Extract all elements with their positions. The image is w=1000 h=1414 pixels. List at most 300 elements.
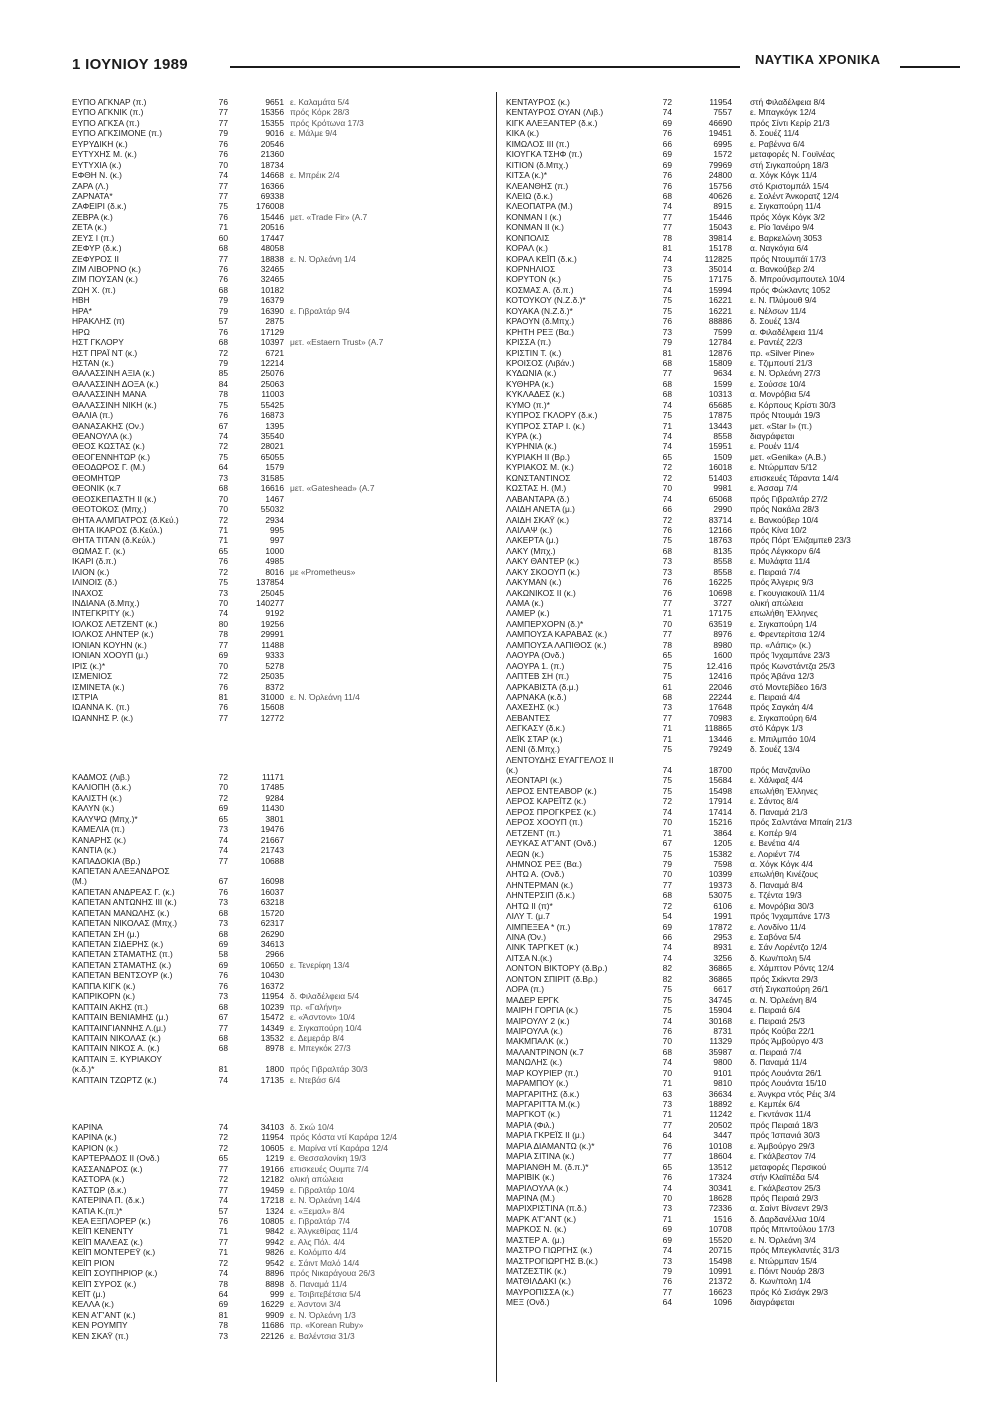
build-year: 77 [662, 598, 672, 608]
ship-status [284, 327, 486, 337]
build-year: 67 [218, 420, 228, 431]
build-year: 77 [662, 368, 672, 379]
ship-row [506, 1068, 928, 1078]
tonnage: 79249 [708, 744, 732, 755]
ship-status: πρός Λέγκκορν 6/4 [750, 545, 821, 556]
ship-row [72, 835, 486, 845]
ship-name: ΛΙΤΣΑ Ν.(κ.) [506, 952, 553, 963]
ship-status: α. Χόγκ Κόγκ 11/4 [750, 170, 817, 181]
ship-row [72, 118, 486, 128]
tonnage: 11954 [261, 991, 284, 1002]
tonnage: 17414 [708, 806, 732, 817]
ship-name: ΘΕΟΔΩΡΟΣ Γ. (Μ.) [72, 462, 146, 473]
ship-status: ε. Τσιβιτεβέτσια 5/4 [290, 1289, 361, 1299]
ship-status: ε. Χάλιφαξ 4/4 [750, 775, 803, 786]
ship-status: ε. Μυλάφτα 11/4 [750, 556, 811, 567]
tonnage: 15472 [260, 1012, 284, 1023]
ship-row [72, 782, 486, 792]
build-year: 78 [218, 389, 228, 400]
ship-status [284, 682, 486, 692]
tonnage: 8931 [713, 942, 732, 953]
ship-row [506, 755, 928, 765]
tonnage: 17218 [260, 1195, 284, 1206]
ship-name: ΚΡΙΣΤΙΝ Τ. (κ.) [506, 347, 562, 358]
ship-row [506, 995, 928, 1005]
ship-status [284, 535, 486, 545]
ship-row [72, 1195, 486, 1205]
ship-name: ΕΥΤΥΧΗΣ Μ. (κ.) [72, 149, 137, 160]
ship-status: α. Μονρόβια 5/4 [750, 389, 811, 400]
ship-row [506, 400, 928, 410]
ship-row [72, 1043, 486, 1053]
ship-row [72, 264, 486, 274]
ship-status: δ. Φιλαδέλφεια 5/4 [290, 991, 360, 1002]
build-year: 81 [662, 243, 672, 254]
ship-status: ε. Χάμπτον Ρόντς 12/4 [750, 963, 835, 974]
tonnage: 19476 [260, 824, 284, 835]
ship-row [72, 400, 486, 410]
ship-name: ΜΑΡΚ Α'Γ'ΑΝΤ (κ.) [506, 1213, 577, 1224]
build-year: 74 [662, 1057, 672, 1068]
ship-status: ε. Ρουέν 11/4 [750, 441, 800, 452]
ship-name: ΛΑΜΠΟΥΣΑ ΚΑΡΑΒΑΣ (κ.) [506, 629, 608, 640]
build-year: 68 [218, 928, 228, 939]
ship-row [506, 880, 928, 890]
ship-status: ε. Σάιντ Μαλό 14/4 [290, 1257, 360, 1268]
ship-row [72, 149, 486, 159]
ship-name: ΚΑΠΡΙΚΟΡΝ (κ.) [72, 991, 136, 1002]
ship-name: ΚΑΠΕΤΑΝ ΒΕΝΤΣΟΥΡ (κ.) [72, 970, 173, 981]
ship-name: ΛΕΡΟΣ ΠΡΟΓΚΡΕΣ (κ.) [506, 806, 596, 817]
ship-status: πρός Κόρκ 28/3 [290, 107, 350, 118]
ship-status: α. Ν. Όρλεάνη 8/4 [750, 994, 817, 1005]
tonnage: 13446 [708, 733, 732, 744]
tonnage: 997 [270, 535, 284, 546]
tonnage: 10239 [260, 1001, 284, 1012]
ship-status: ε. Σούσσε 10/4 [750, 378, 806, 389]
build-year: 72 [218, 1174, 228, 1185]
ship-status: πρός Σαλντάνα Μπαίη 21/3 [750, 817, 852, 828]
build-year: 76 [662, 170, 672, 181]
ship-name: ΗΣΤ ΓΚΛΟΡΥ [72, 337, 124, 348]
ship-name: ΛΙΝΚ ΤΑΡΓΚΕΤ (κ.) [506, 942, 579, 953]
build-year: 84 [218, 378, 228, 389]
tonnage: 8558 [713, 566, 732, 577]
ship-name: ΛΙΝΑ (Όν.) [506, 932, 546, 942]
ship-row [506, 692, 928, 702]
ship-row [506, 160, 928, 170]
build-year: 69 [218, 803, 228, 814]
issue-date: 1 ΙΟΥΝΙΟΥ 1989 [72, 56, 188, 73]
ship-row [506, 723, 928, 733]
build-year: 74 [662, 253, 672, 264]
ship-name: ΚΑΠΕΤΑΝ ΣΤΑΜΑΤΗΣ (κ.) [72, 959, 172, 970]
ship-row [506, 1224, 928, 1234]
ship-status: δ. Σκώ 10/4 [290, 1122, 334, 1132]
tonnage: 10108 [708, 1140, 732, 1151]
ship-status: πρός Μανζανίλο [750, 765, 811, 775]
ship-row [506, 859, 928, 869]
tonnage: 25076 [260, 368, 284, 379]
ship-name: ΚΙΜΩΛΟΣ ΙΙΙ (π.) [506, 138, 570, 149]
build-year: 71 [662, 723, 672, 734]
build-year: 76 [218, 681, 228, 692]
ship-name: ΗΡΩ [72, 326, 90, 337]
ship-row [72, 389, 486, 399]
ship-row [506, 588, 928, 598]
ship-status [284, 970, 486, 980]
build-year: 76 [662, 587, 672, 598]
build-year: 76 [218, 149, 228, 160]
ship-row [72, 876, 486, 886]
column-divider [496, 92, 497, 1382]
tonnage: 20546 [260, 138, 284, 149]
ship-name: ΜΑΛΑΝΤΡΙΝΟΝ (κ.7 [506, 1046, 584, 1057]
ship-status: πρός Λουάντα 15/10 [750, 1078, 827, 1089]
ship-name: ΚΑΡΙΟΝ (κ.) [72, 1142, 119, 1153]
ship-row [72, 692, 486, 702]
ship-row [72, 1216, 486, 1226]
build-year: 68 [218, 1001, 228, 1012]
tonnage: 2875 [265, 316, 284, 327]
tonnage: 13532 [260, 1032, 284, 1043]
ship-row [506, 1287, 928, 1297]
ship-row [72, 441, 486, 451]
build-year: 85 [218, 368, 228, 379]
ship-row [506, 786, 928, 796]
ship-name: ΛΑΚΩΝΙΚΟΣ ΙΙ (κ.) [506, 587, 576, 598]
ship-name: ΚΟΣΜΑΣ Α. (δ.π.) [506, 284, 574, 295]
build-year: 72 [218, 347, 228, 358]
ship-name: ΘΕΟΤΟΚΟΣ (Μπχ.) [72, 504, 147, 515]
ship-name: ΛΟΝΤΟΝ ΣΠΙΡΙΤ (δ.Βρ.) [506, 973, 598, 984]
ship-name: ΜΑΡ ΚΟΥΡΙΕΡ (π.) [506, 1067, 579, 1078]
ship-name: ΖΩΗ Χ. (π.) [72, 284, 116, 295]
tonnage: 65068 [708, 493, 732, 504]
ship-name: (κ.) [506, 765, 519, 775]
tonnage: 16623 [708, 1286, 732, 1297]
ship-status: ε. Ραντέζ 22/3 [750, 337, 803, 348]
ship-row [506, 577, 928, 587]
ship-status [284, 640, 486, 650]
tonnage: 15382 [708, 848, 732, 859]
build-year: 76 [662, 128, 672, 139]
ship-row [72, 897, 486, 907]
ship-name: ΙΩΑΝΝΑ Κ. (π.) [72, 702, 130, 713]
build-year: 77 [218, 1236, 228, 1247]
ship-row [506, 191, 928, 201]
ship-name: ΜΑΥΡΟΠΙΣΣΑ (κ.) [506, 1286, 574, 1297]
ship-status [284, 504, 486, 514]
build-year: 72 [218, 566, 228, 577]
tonnage: 15684 [708, 775, 732, 786]
ship-status: ολική απώλεια [750, 598, 804, 608]
ship-status: δ. Δαρδανέλλια 10/4 [750, 1213, 826, 1224]
ship-status: δ. Κων/πολη 5/4 [750, 952, 811, 963]
ship-status: πρός Κρότωνα 17/3 [290, 117, 364, 128]
ship-row [72, 1012, 486, 1022]
tonnage: 16225 [708, 577, 732, 588]
tonnage: 21360 [260, 149, 284, 160]
ship-row [506, 421, 928, 431]
ship-status: ε. Άλγκεθίρας 11/4 [290, 1226, 358, 1237]
ship-row [72, 991, 486, 1001]
ship-row [72, 1075, 486, 1085]
ship-status: ε. Ντεβάσ 6/4 [290, 1074, 341, 1085]
ship-row [506, 379, 928, 389]
ship-row [72, 295, 486, 305]
ship-status [284, 835, 486, 845]
ship-name: ΚΟΡΥΤΟΝ (κ.) [506, 274, 561, 285]
ship-row [72, 462, 486, 472]
tonnage: 35987 [708, 1046, 732, 1057]
build-year: 78 [662, 639, 672, 650]
tonnage: 69338 [260, 190, 284, 201]
ship-row [506, 494, 928, 504]
build-year: 81 [218, 1064, 228, 1075]
ship-status: δ. Παναμά 21/3 [750, 806, 808, 817]
build-year: 69 [218, 1299, 228, 1310]
build-year: 74 [218, 1074, 228, 1085]
ship-name: ΛΑΒΑΝΤΑΡΑ (δ.) [506, 493, 570, 504]
tonnage: 9909 [265, 1309, 284, 1320]
tonnage: 2990 [713, 504, 732, 515]
ship-name: ΛΗΝΤΕΡΣΙΠ (δ.κ.) [506, 890, 575, 901]
ship-name: ΜΑΡΓΚΟΤ (κ.) [506, 1109, 560, 1120]
ship-row [72, 128, 486, 138]
ship-status: ε. Λονδίνο 11/4 [750, 921, 806, 932]
ship-row [506, 775, 928, 785]
build-year: 70 [218, 493, 228, 504]
ship-row [72, 970, 486, 980]
ship-row [506, 306, 928, 316]
build-year: 71 [662, 420, 672, 431]
ship-status [284, 274, 486, 284]
build-year: 72 [662, 462, 672, 473]
ship-row [506, 1183, 928, 1193]
tonnage: 10605 [260, 1142, 284, 1153]
build-year: 75 [662, 744, 672, 755]
tonnage: 1205 [713, 838, 732, 849]
ship-name: ΚΑΣΣΑΝΔΡΟΣ (κ.) [72, 1163, 143, 1174]
tonnage: 1572 [713, 149, 732, 160]
ship-row [72, 1185, 486, 1195]
build-year: 76 [662, 316, 672, 327]
ship-name: ΙΟΝΙΑΝ ΚΟΥΗΝ (κ.) [72, 639, 147, 650]
ship-row [506, 118, 928, 128]
ship-row [506, 849, 928, 859]
ship-name: ΜΕΞ (Ονδ.) [506, 1297, 550, 1308]
ship-row [72, 1258, 486, 1268]
ship-status: ε. Πειραιά 25/3 [750, 1015, 805, 1026]
ship-name: (Μ.) [72, 876, 87, 887]
build-year: 70 [662, 1192, 672, 1203]
tonnage: 6721 [265, 347, 284, 358]
tonnage: 1096 [713, 1297, 732, 1308]
header-rule [230, 66, 740, 68]
tonnage: 11488 [261, 639, 284, 650]
ship-name: ΛΕΥΚΑΣ Α'Γ'ΑΝΤ (Ονδ.) [506, 838, 597, 849]
ship-name: ΛΑΙΔΗ ΣΚΑΫ (κ.) [506, 514, 570, 525]
build-year: 73 [662, 264, 672, 274]
ship-row [506, 1089, 928, 1099]
ship-status: μετ. «Star I» (π.) [750, 420, 812, 431]
ship-name: ΚΩΝΣΤΑΝΤΙΝΟΣ [506, 472, 571, 483]
build-year: 74 [662, 952, 672, 963]
ship-status: α. Σαίντ Βίνσεντ 29/3 [750, 1203, 828, 1214]
build-year: 71 [662, 608, 672, 619]
build-year: 72 [662, 514, 672, 525]
tonnage: 1467 [265, 493, 284, 504]
tonnage: 15216 [708, 817, 732, 828]
ship-row [72, 1299, 486, 1309]
build-year: 77 [218, 1163, 228, 1174]
ship-row [72, 960, 486, 970]
ship-status: α. Βανκούβερ 2/4 [750, 264, 815, 274]
build-year: 81 [662, 347, 672, 358]
ship-row [506, 556, 928, 566]
ship-name: ΜΑΣΤΡΟΓΙΩΡΓΗΣ Β.(κ.) [506, 1255, 598, 1266]
build-year: 67 [218, 1012, 228, 1023]
ship-name: ΚΙΤΣΑ (κ.)* [506, 170, 548, 181]
ship-row [506, 932, 928, 942]
ship-name: ΛΑΚΥ ΣΚΟΟΥΠ (κ.) [506, 566, 580, 577]
tonnage: 9810 [713, 1078, 732, 1089]
ship-status [284, 233, 486, 243]
ship-row [506, 316, 928, 326]
ship-status: ε. «Ξεμαλ» 8/4 [290, 1205, 345, 1216]
build-year: 65 [218, 1153, 228, 1164]
ship-name: ΚΑΠΕΤΑΝ ΣΙΔΕΡΗΣ (κ.) [72, 939, 164, 949]
tonnage: 15355 [260, 117, 284, 128]
ship-status: διαγράφεται [750, 1297, 795, 1308]
ship-row [506, 441, 928, 451]
ship-row [506, 222, 928, 232]
build-year: 70 [662, 483, 672, 494]
ship-name: ΙΟΝΙΑΝ ΧΟΟΥΠ (μ.) [72, 650, 149, 661]
ship-row [506, 285, 928, 295]
ship-name: ΚΑΠΤΑΙΝ ΤΖΩΡΤΖ (κ.) [72, 1074, 157, 1085]
ship-status: ε. Κολόμπο 4/4 [290, 1247, 347, 1258]
tonnage: 1516 [713, 1213, 732, 1224]
tonnage: 18700 [708, 765, 732, 775]
ship-row [72, 577, 486, 587]
ship-row [506, 619, 928, 629]
ship-name: ΚΟΡΑΛ ΚΕΪΠ (δ.κ.) [506, 253, 577, 264]
ship-name: ΘΕΑΝΟΥΛΑ (κ.) [72, 431, 133, 441]
ship-row [506, 452, 928, 462]
ship-row [72, 316, 486, 326]
ship-name: ΗΡΑΚΛΗΣ (π) [72, 316, 125, 327]
ship-name: ΚΑΣΤΩΡ (δ.κ.) [72, 1184, 127, 1195]
ship-status [284, 929, 486, 939]
ship-name: ΚΕΝ ΡΟΥΜΠΥ [72, 1320, 128, 1331]
build-year: 75 [218, 577, 228, 588]
ship-name: ΚΕΪΠ ΜΟΝΤΕΡΕΫ (κ.) [72, 1247, 156, 1258]
ship-row [72, 650, 486, 660]
ship-row [506, 1297, 928, 1307]
build-year: 70 [662, 1036, 672, 1047]
ship-status: στήν Κλαϊπέδα 5/4 [750, 1172, 819, 1183]
ship-name: ΚΑΛΙΣΤΗ (κ.) [72, 792, 122, 803]
build-year: 74 [662, 107, 672, 118]
ship-row [72, 1289, 486, 1299]
ship-name: ΚΑΠΕΤΑΝ ΑΝΔΡΕΑΣ Γ. (κ.) [72, 886, 175, 897]
build-year: 72 [218, 792, 228, 803]
ship-row [506, 869, 928, 879]
tonnage: 17872 [708, 921, 732, 932]
ship-name: ΜΑΔΕΡ ΕΡΓΚ [506, 994, 559, 1005]
ship-status: ε. Πειραιά 7/4 [750, 566, 801, 577]
build-year: 74 [662, 441, 672, 452]
ship-status: πρός Κίνα 10/2 [750, 524, 807, 535]
build-year: 77 [218, 180, 228, 191]
ship-name: ΚΑΠΕΤΑΝ ΑΝΤΩΝΗΣ ΙΙΙ (κ.) [72, 897, 177, 908]
tonnage: 22126 [260, 1330, 284, 1341]
tonnage: 3801 [265, 813, 284, 824]
ship-name: ΛΗΜΝΟΣ ΡΕΞ (Βα.) [506, 858, 582, 869]
build-year: 75 [662, 848, 672, 859]
ship-row [72, 824, 486, 834]
ship-row [72, 368, 486, 378]
ship-name: ΚΥΠΡΟΣ ΣΤΑΡ Ι. (κ.) [506, 420, 585, 431]
ship-row [72, 1132, 486, 1142]
ship-row [72, 981, 486, 991]
ship-row [72, 1153, 486, 1163]
build-year: 77 [662, 712, 672, 723]
ship-name: ΖΙΜ ΠΟΥΣΑΝ (κ.) [72, 274, 138, 285]
tonnage: 10688 [260, 855, 284, 866]
tonnage: 8731 [713, 1025, 732, 1036]
build-year: 76 [662, 180, 672, 191]
build-year: 78 [218, 1320, 228, 1331]
ship-name: ΚΕΪΠ ΡΙΟΝ [72, 1257, 115, 1268]
tonnage: 15608 [260, 702, 284, 713]
build-year: 76 [218, 886, 228, 897]
ship-status [284, 824, 486, 834]
ship-row [72, 918, 486, 928]
ship-name: ΛΕΤΖΕΝΤ (π.) [506, 827, 561, 838]
ship-row [506, 264, 928, 274]
ship-name: ΛΕΪΚ ΣΤΑΡ (κ.) [506, 733, 563, 744]
ship-name: ΚΟΥΑΚΑ (Ν.Ζ.δ.)* [506, 305, 573, 316]
tonnage: 32465 [260, 274, 284, 285]
build-year: 73 [218, 918, 228, 929]
build-year: 71 [662, 1078, 672, 1089]
build-year: 69 [218, 939, 228, 949]
ship-status [284, 421, 486, 431]
ship-name: ΖΕΤΑ (κ.) [72, 222, 107, 233]
build-year: 71 [662, 1109, 672, 1120]
build-year: 75 [662, 295, 672, 306]
build-year: 74 [662, 431, 672, 441]
ship-status: ε. Ραβέννα 6/4 [750, 138, 805, 149]
build-year: 77 [218, 190, 228, 201]
ship-row [72, 598, 486, 608]
ship-name: ΚΥΚΛΑΔΕΣ (κ.) [506, 389, 565, 400]
ship-status: ε. Κόρπους Κρίστι 30/3 [750, 399, 836, 410]
ship-row [506, 462, 928, 472]
ship-row [72, 661, 486, 671]
ship-status [284, 866, 486, 876]
ship-name: ΘΕΟΝΙΚ (κ.7 [72, 483, 121, 494]
ship-status: επωλήθη Έλληνες [750, 785, 818, 796]
ship-row [72, 1206, 486, 1216]
ship-status: ε. Τζέντα 19/3 [750, 890, 802, 901]
ship-row [72, 845, 486, 855]
ship-name: ΛΑΙΛΑΨ (κ.) [506, 524, 553, 535]
build-year: 76 [218, 1215, 228, 1226]
